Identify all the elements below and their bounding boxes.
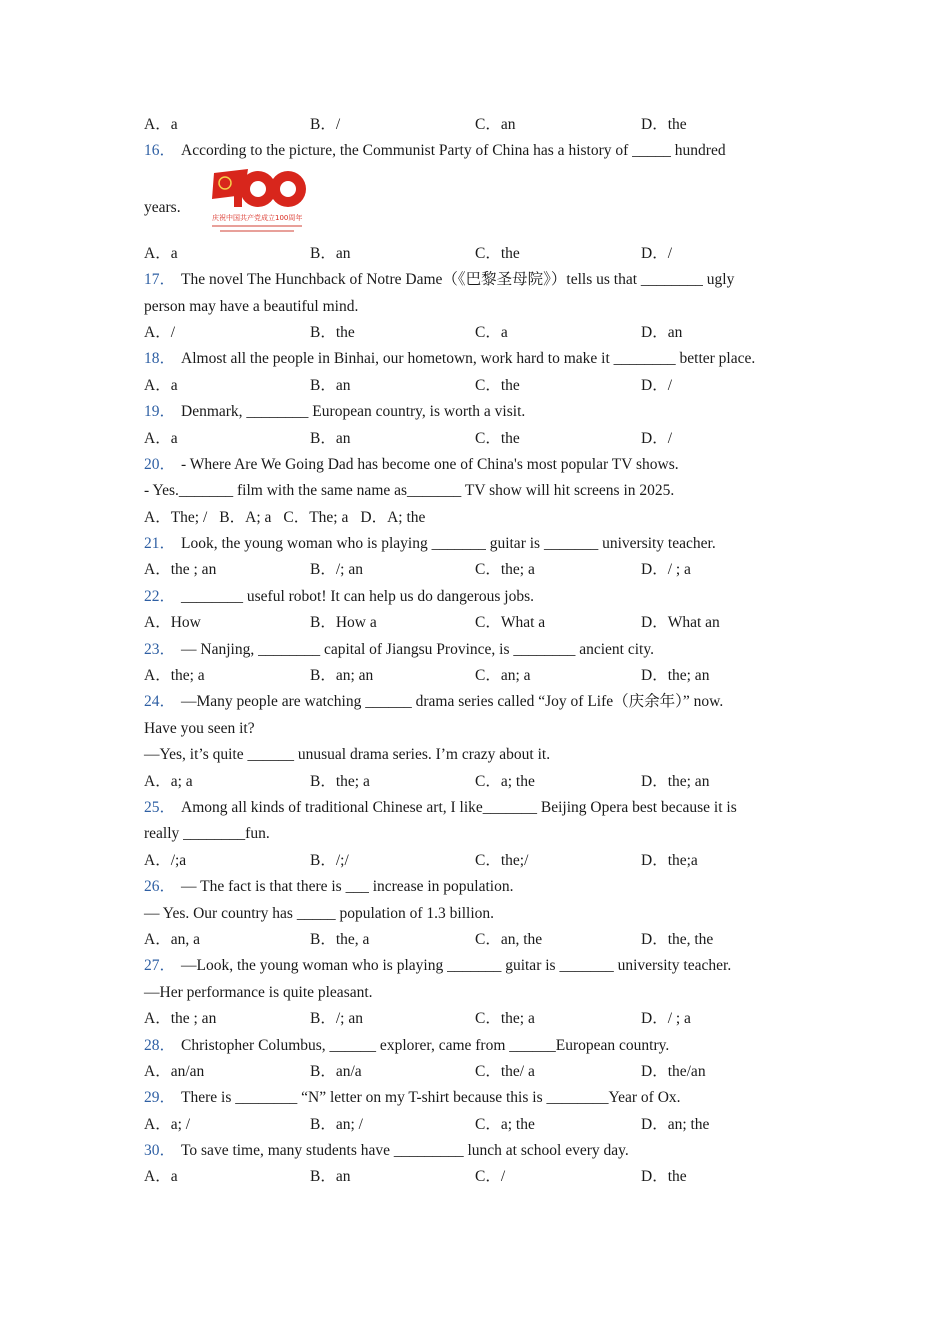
question-18 <box>144 346 814 372</box>
question-text: - Where Are We Going Dad has become one of China's most popular TV shows. <box>181 455 679 473</box>
option-d[interactable]: D．/ <box>641 429 673 447</box>
question-text-cont: Have you seen it? <box>144 719 255 737</box>
option-a[interactable]: A．an/an <box>144 1062 205 1080</box>
question-text: —Many people are watching ______ drama series called “Joy of Life（庆余年）” now. <box>181 693 724 711</box>
question-text: Almost all the people in Binhai, our hometown, work hard to make it ________ better place. <box>181 350 756 368</box>
question-number: 17． <box>144 271 176 289</box>
option-b[interactable]: B．an <box>310 376 351 394</box>
option-d[interactable]: D．the <box>641 1168 687 1186</box>
option-d[interactable]: D．the, the <box>641 930 714 948</box>
option-c[interactable]: C．the <box>475 376 520 394</box>
q30-options <box>144 1164 814 1190</box>
question-text: Look, the young woman who is playing _______ guitar is _______ university teacher. <box>181 535 716 553</box>
option-c[interactable]: C．a; the <box>475 772 535 790</box>
question-25-cont <box>144 821 814 847</box>
option-c[interactable]: C．/ <box>475 1168 506 1186</box>
question-21 <box>144 531 814 557</box>
question-number: 20． <box>144 455 176 473</box>
option-b[interactable]: B．/; an <box>310 1010 363 1028</box>
question-number: 16． <box>144 142 176 160</box>
question-27 <box>144 953 814 979</box>
question-text: The novel The Hunchback of Notre Dame（《巴黎圣母院》）tells us that ________ ugly <box>181 271 735 289</box>
q25-options <box>144 848 814 874</box>
option-c[interactable]: C．an, the <box>475 930 543 948</box>
option-a[interactable]: A．/ <box>144 323 176 341</box>
option-c[interactable]: C．an; a <box>475 667 531 685</box>
q27-options <box>144 1006 814 1032</box>
question-number: 29． <box>144 1089 176 1107</box>
option-d[interactable]: D．the <box>641 116 687 133</box>
question-text: —Look, the young woman who is playing _______ guitar is _______ university teacher. <box>181 957 732 975</box>
q16-options <box>144 241 814 267</box>
question-17-cont <box>144 294 814 320</box>
question-number: 23． <box>144 640 176 658</box>
option-a[interactable]: A．the; a <box>144 667 205 685</box>
question-20 <box>144 452 814 478</box>
option-b[interactable]: B．/; an <box>310 561 363 579</box>
question-text-cont: —Yes, it’s quite ______ unusual drama series. I’m crazy about it. <box>144 746 551 764</box>
option-c[interactable]: C．What a <box>475 614 546 632</box>
option-b[interactable]: B．/ <box>310 116 341 133</box>
question-20-cont <box>144 478 814 504</box>
question-number: 27． <box>144 957 176 975</box>
question-text: ________ useful robot! It can help us do dangerous jobs. <box>181 587 535 605</box>
question-16 <box>144 138 814 164</box>
option-a[interactable]: A．the ; an <box>144 1010 217 1028</box>
option-b[interactable]: B．an <box>310 1168 351 1186</box>
question-text: Christopher Columbus, ______ explorer, came from ______European country. <box>181 1036 670 1054</box>
q28-options <box>144 1059 814 1085</box>
option-a[interactable]: A．a <box>144 116 178 133</box>
question-27-cont <box>144 980 814 1006</box>
option-c[interactable]: C．an <box>475 116 516 133</box>
question-text: Denmark, ________ European country, is worth a visit. <box>181 403 526 421</box>
cpc-100-anniversary-logo <box>208 165 306 237</box>
question-number: 28． <box>144 1036 176 1054</box>
question-17 <box>144 267 814 293</box>
option-d[interactable]: D．the/an <box>641 1062 706 1080</box>
option-b[interactable]: B．an; / <box>310 1115 363 1133</box>
question-text: There is ________ “N” letter on my T-shirt because this is ________Year of Ox. <box>181 1089 681 1107</box>
question-text-cont: years. <box>144 198 181 216</box>
question-number: 21． <box>144 535 176 553</box>
question-text: Among all kinds of traditional Chinese art, I like_______ Beijing Opera best because it is <box>181 798 737 816</box>
option-a[interactable]: A．a <box>144 429 178 447</box>
option-d[interactable]: D．What an <box>641 614 720 632</box>
option-c[interactable]: C．a <box>475 323 508 341</box>
option-b[interactable]: B．an/a <box>310 1062 362 1080</box>
option-c[interactable]: C．a; the <box>475 1115 535 1133</box>
question-text: — Nanjing, ________ capital of Jiangsu Province, is ________ ancient city. <box>181 640 654 658</box>
question-29 <box>144 1085 814 1111</box>
q23-options <box>144 663 814 689</box>
option-d[interactable]: D．the;a <box>641 851 698 869</box>
question-number: 24． <box>144 693 176 711</box>
option-a[interactable]: A．How <box>144 614 201 632</box>
question-number: 19． <box>144 403 176 421</box>
option-d[interactable]: D．/ <box>641 244 673 262</box>
option-c[interactable]: C．the;/ <box>475 851 529 869</box>
option-a[interactable]: A．the ; an <box>144 561 217 579</box>
option-d[interactable]: D．an <box>641 323 683 341</box>
question-text-cont: — Yes. Our country has _____ population of 1.3 billion. <box>144 904 495 922</box>
question-text: To save time, many students have _________ lunch at school every day. <box>181 1142 629 1160</box>
question-22 <box>144 584 814 610</box>
q21-options <box>144 557 814 583</box>
question-26-cont <box>144 901 814 927</box>
question-number: 18． <box>144 350 176 368</box>
question-24-cont <box>144 716 814 742</box>
question-26 <box>144 874 814 900</box>
question-30 <box>144 1138 814 1164</box>
question-19 <box>144 399 814 425</box>
option-d[interactable]: D．/ ; a <box>641 561 691 579</box>
option-c[interactable]: C．the <box>475 429 520 447</box>
question-number: 26． <box>144 878 176 896</box>
question-text-cont: - Yes._______ film with the same name as_______ TV show will hit screens in 2025. <box>144 482 675 500</box>
option-b[interactable]: B．A; a <box>219 508 272 526</box>
question-25 <box>144 795 814 821</box>
option-c[interactable]: C．The; a <box>283 508 349 526</box>
option-b[interactable]: B．/;/ <box>310 851 349 869</box>
question-text-cont: really ________fun. <box>144 825 270 843</box>
option-c[interactable]: C．the/ a <box>475 1062 535 1080</box>
question-number: 22． <box>144 587 176 605</box>
option-b[interactable]: B．an <box>310 429 351 447</box>
option-d[interactable]: D．A; the <box>360 508 426 526</box>
question-24 <box>144 689 814 715</box>
question-24-cont-2 <box>144 742 814 768</box>
option-c[interactable]: C．the; a <box>475 561 535 579</box>
option-a[interactable]: A．The; / <box>144 508 208 526</box>
option-b[interactable]: B．the <box>310 323 355 341</box>
question-16-image-line <box>144 165 814 241</box>
question-text: — The fact is that there is ___ increase in population. <box>181 878 514 896</box>
option-d[interactable]: D．the; an <box>641 667 710 685</box>
q22-options <box>144 610 814 636</box>
option-b[interactable]: B．the; a <box>310 772 370 790</box>
q19-options <box>144 426 814 452</box>
option-d[interactable]: D．/ ; a <box>641 1010 691 1028</box>
q26-options <box>144 927 814 953</box>
q24-options <box>144 769 814 795</box>
q29-options <box>144 1112 814 1138</box>
option-a[interactable]: A．/;a <box>144 851 187 869</box>
option-c[interactable]: C．the <box>475 244 520 262</box>
question-page <box>144 112 814 1191</box>
question-number: 25． <box>144 798 176 816</box>
question-text-cont: —Her performance is quite pleasant. <box>144 983 373 1001</box>
option-b[interactable]: B．an <box>310 244 351 262</box>
option-a[interactable]: A．a <box>144 1168 178 1186</box>
option-a[interactable]: A．an, a <box>144 930 200 948</box>
option-d[interactable]: D．the; an <box>641 772 710 790</box>
question-text: According to the picture, the Communist Party of China has a history of _____ hundred <box>181 142 726 160</box>
option-d[interactable]: D．an; the <box>641 1115 710 1133</box>
q17-options <box>144 320 814 346</box>
option-c[interactable]: C．the; a <box>475 1010 535 1028</box>
option-a[interactable]: A．a; / <box>144 1115 191 1133</box>
option-a[interactable]: A．a <box>144 376 178 394</box>
option-b[interactable]: B．How a <box>310 614 377 632</box>
option-b[interactable]: B．an; an <box>310 667 374 685</box>
q20-options <box>144 505 814 531</box>
logo-caption: 庆祝中国共产党成立100周年 <box>212 213 303 222</box>
question-text-cont: person may have a beautiful mind. <box>144 297 359 315</box>
q15-options <box>144 112 814 138</box>
option-b[interactable]: B．the, a <box>310 930 370 948</box>
option-a[interactable]: A．a <box>144 244 178 262</box>
question-28 <box>144 1033 814 1059</box>
option-d[interactable]: D．/ <box>641 376 673 394</box>
question-23 <box>144 637 814 663</box>
option-a[interactable]: A．a; a <box>144 772 193 790</box>
question-number: 30． <box>144 1142 176 1160</box>
q18-options <box>144 373 814 399</box>
